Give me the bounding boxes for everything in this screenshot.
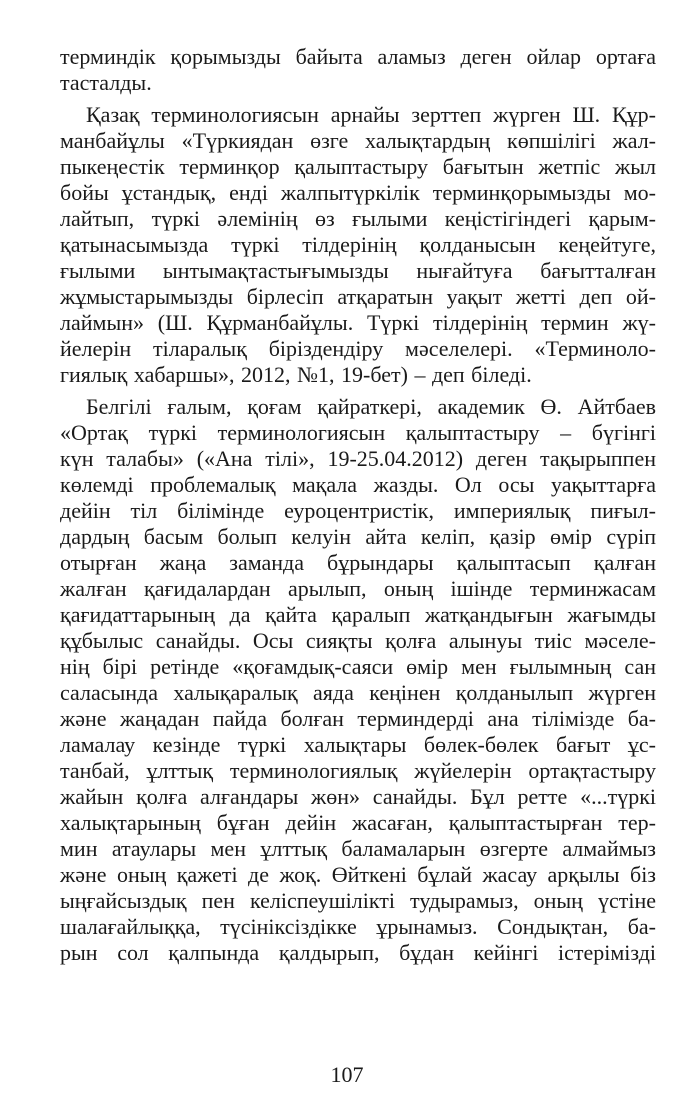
text-line: бойы ұстандық, енді жалпытүркілік терминқорымызды мо- bbox=[60, 180, 656, 205]
text-line: дейін тіл білімінде еуроцентристік, империялық пиғыл- bbox=[60, 498, 656, 523]
text-line: Белгілі ғалым, қоғам қайраткері, академик Ө. Айтбаев bbox=[86, 394, 656, 419]
text-line: нің бірі ретінде «қоғамдық-саяси өмір мен ғылымның сан bbox=[60, 654, 656, 679]
text-line: саласында халықаралық аяда кеңінен қолданылып жүрген bbox=[60, 680, 656, 705]
text-line: «Ортақ түркі терминологиясын қалыптастыру – бүгінгі bbox=[60, 420, 656, 445]
text-line: ғылыми ынтымақтастығымызды нығайтуға бағытталған bbox=[60, 258, 656, 283]
text-line: халықтарының бұған дейін жасаған, қалыптастырған тер- bbox=[60, 810, 656, 835]
text-line: жалған қағидалардан арылып, оның ішінде терминжасам bbox=[60, 576, 656, 601]
text-line: дардың басым болып келуін айта келіп, қазір өмір сүріп bbox=[60, 524, 656, 549]
page-number: 107 bbox=[330, 1062, 364, 1087]
text-line: жайын қолға алғандары жөн» санайды. Бұл ретте «...түркі bbox=[60, 784, 656, 809]
text-line: мин атаулары мен ұлттық баламаларын өзгерте алмаймыз bbox=[60, 836, 656, 861]
text-line: күн талабы» («Ана тілі», 19-25.04.2012) деген тақырыппен bbox=[60, 446, 656, 471]
text-line: йелерін тіларалық біріздендіру мәселелері. «Терминоло- bbox=[60, 336, 656, 361]
text-line: терминдік қорымызды байыта аламыз деген ойлар ортаға bbox=[60, 44, 656, 69]
text-line: шалағайлыққа, түсініксіздікке ұрынамыз. Сондықтан, ба- bbox=[60, 914, 656, 939]
text-line: лаймын» (Ш. Құрманбайұлы. Түркі тілдерінің термин жү- bbox=[60, 310, 656, 335]
text-line: жұмыстарымызды бірлесіп атқаратын уақыт жетті деп ой- bbox=[60, 284, 656, 309]
text-line: отырған жаңа заманда бұрындары қалыптасып қалған bbox=[60, 550, 656, 575]
text-line: Қазақ терминологиясын арнайы зерттеп жүрген Ш. Құр- bbox=[86, 102, 656, 127]
text-line: және оның қажеті де жоқ. Өйткені бұлай жасау арқылы біз bbox=[60, 862, 656, 887]
text-line: көлемді проблемалық мақала жазды. Ол осы уақыттарға bbox=[60, 472, 656, 497]
text-line: құбылыс санайды. Осы сияқты қолға алынуы тиіс мәселе- bbox=[60, 628, 656, 653]
text-line: және жаңадан пайда болған терминдерді ана тілімізде ба- bbox=[60, 706, 656, 731]
text-line: тасталды. bbox=[60, 70, 152, 95]
text-line: қатынасымызда түркі тілдерінің қолданысын кеңейтуге, bbox=[60, 232, 656, 257]
text-line: танбай, ұлттық терминологиялық жүйелерін ортақтастыру bbox=[60, 758, 656, 783]
text-line: лайтып, түркі әлемінің өз ғылыми кеңістігіндегі қарым- bbox=[60, 206, 656, 231]
text-line: манбайұлы «Түркиядан өзге халықтардың көпшілігі жал- bbox=[60, 128, 656, 153]
text-line: ламалау кезінде түркі халықтары бөлек-бөлек бағыт ұс- bbox=[60, 732, 656, 757]
text-line: гиялық хабаршы», 2012, №1, 19-бет) – деп біледі. bbox=[60, 362, 532, 387]
text-line: ыңғайсыздық пен келіспеушілікті тудырамыз, оның үстіне bbox=[60, 888, 656, 913]
text-line: пыкеңестік терминқор қалыптастыру бағытын жетпіс жыл bbox=[60, 154, 656, 179]
text-line: рын сол қалпында қалдырып, бұдан кейінгі істерімізді bbox=[60, 940, 656, 965]
text-line: қағидаттарының да қайта қаралып жатқандығын жағымды bbox=[60, 602, 656, 627]
